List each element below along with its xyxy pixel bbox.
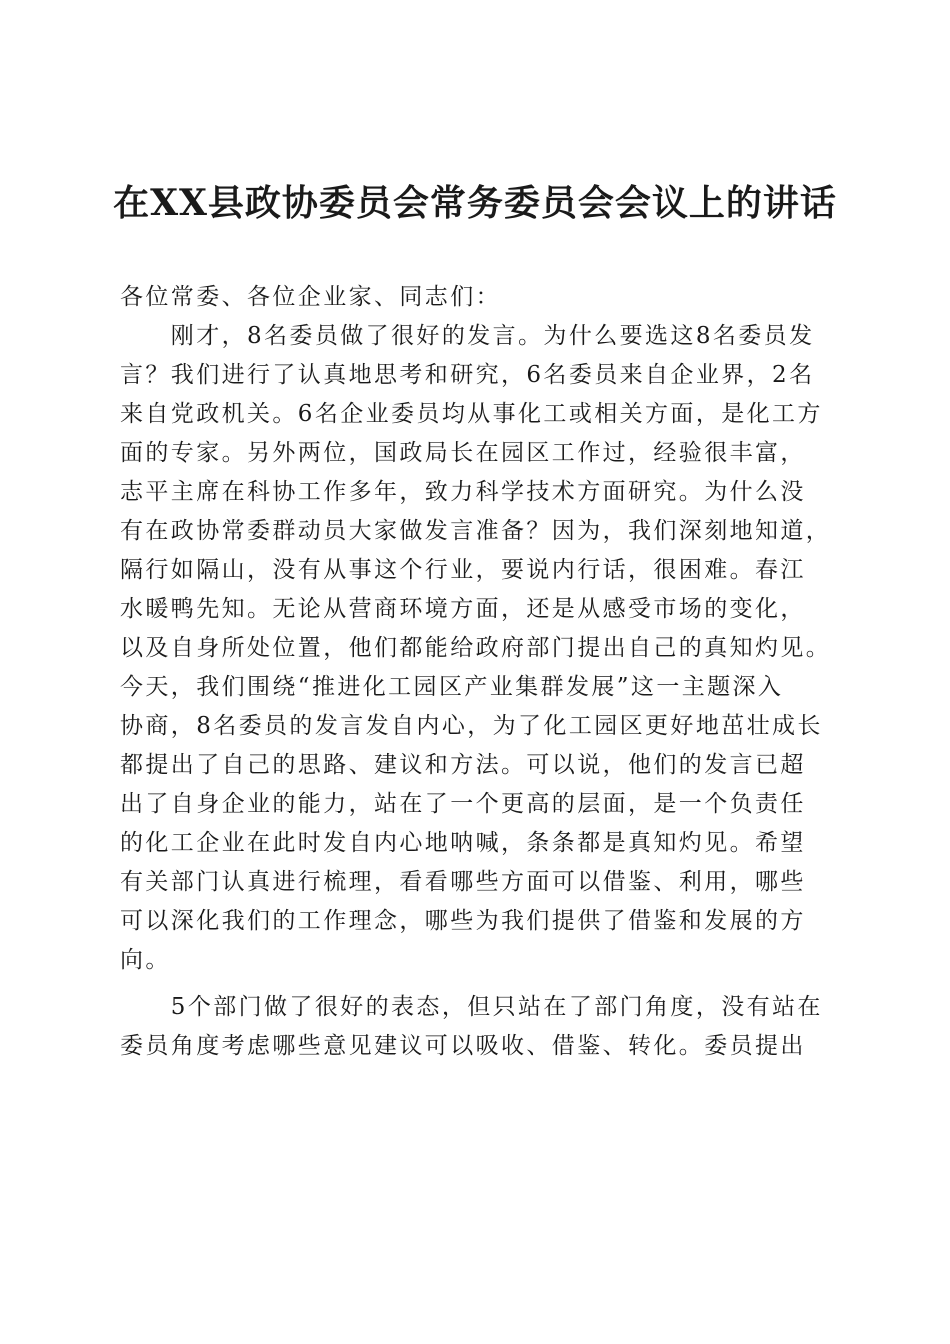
body-line: 委员角度考虑哪些意见建议可以吸收、借鉴、转化。委员提出	[120, 1033, 806, 1059]
body-line: 来自党政机关。6名企业委员均从事化工或相关方面，是化工方	[120, 401, 823, 427]
body-line: 有在政协常委群动员大家做发言准备？因为，我们深刻地知道，	[120, 518, 832, 544]
body-line: 志平主席在科协工作多年，致力科学技术方面研究。为什么没	[120, 479, 806, 505]
body-line: 协商，8名委员的发言发自内心，为了化工园区更好地茁壮成长	[120, 713, 823, 739]
body-line: 今天，我们围绕“推进化工园区产业集群发展”这一主题深入	[120, 674, 784, 700]
body-line: 的化工企业在此时发自内心地呐喊，条条都是真知灼见。希望	[120, 830, 806, 856]
body-line: 可以深化我们的工作理念，哪些为我们提供了借鉴和发展的方	[120, 908, 806, 934]
body-line: 出了自身企业的能力，站在了一个更高的层面，是一个负责任	[120, 791, 806, 817]
body-line: 有关部门认真进行梳理，看看哪些方面可以借鉴、利用，哪些	[120, 869, 806, 895]
body-line: 以及自身所处位置，他们都能给政府部门提出自己的真知灼见。	[120, 635, 832, 661]
document-body	[120, 278, 835, 1066]
body-line: 水暖鸭先知。无论从营商环境方面，还是从感受市场的变化，	[120, 596, 806, 622]
body-line: 隔行如隔山，没有从事这个行业，要说内行话，很困难。春江	[120, 557, 806, 583]
body-line: 都提出了自己的思路、建议和方法。可以说，他们的发言已超	[120, 752, 806, 778]
body-line: 面的专家。另外两位，国政局长在园区工作过，经验很丰富，	[120, 440, 806, 466]
body-line: 向。	[120, 947, 171, 973]
paragraph-gap	[120, 980, 835, 988]
body-line: 刚才，8名委员做了很好的发言。为什么要选这8名委员发	[120, 323, 815, 349]
document-title: 在XX县政协委员会常务委员会会议上的讲话	[113, 182, 837, 224]
salutation-line: 各位常委、各位企业家、同志们：	[120, 284, 501, 310]
body-line: 5个部门做了很好的表态，但只站在了部门角度，没有站在	[120, 994, 823, 1020]
body-line: 言？我们进行了认真地思考和研究，6名委员来自企业界，2名	[120, 362, 815, 388]
